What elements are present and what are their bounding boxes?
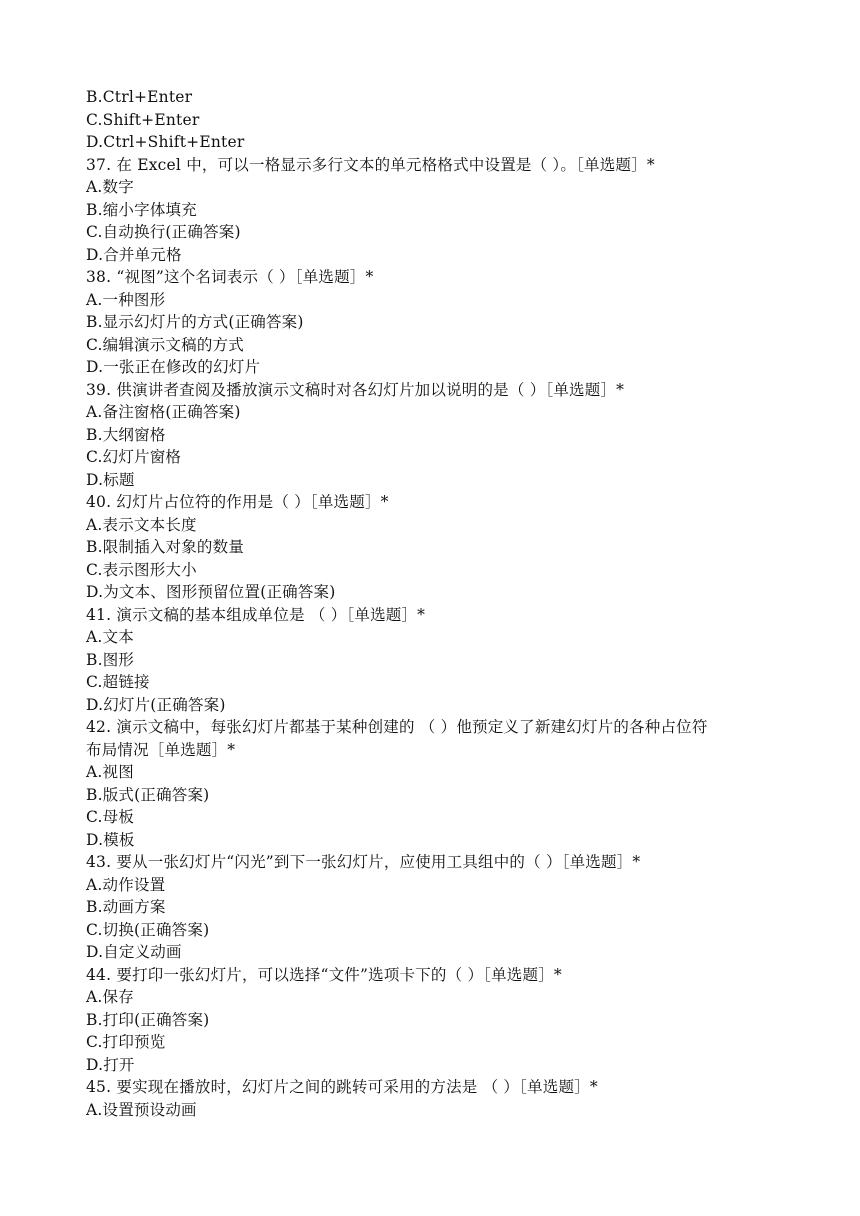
option-b-q36: B.Ctrl+Enter (86, 88, 193, 106)
option-b-q37: B.缩小字体填充 (86, 200, 197, 219)
question-39: 39. 供演讲者查阅及播放演示文稿时对各幻灯片加以说明的是（ ）［单选题］* (86, 380, 625, 399)
option-d-q43: D.自定义动画 (86, 943, 182, 961)
option-a-q40: A.表示文本长度 (86, 515, 197, 534)
option-d-q37: D.合并单元格 (86, 245, 182, 264)
option-d-q41: D.幻灯片(正确答案) (86, 695, 226, 714)
option-d-q39: D.标题 (86, 470, 135, 489)
option-a-q39: A.备注窗格(正确答案) (86, 403, 241, 421)
option-b-q41: B.图形 (86, 650, 135, 669)
document-page (86, 86, 786, 1121)
option-c-q44: C.打印预览 (86, 1033, 166, 1051)
question-42-continued: 布局情况［单选题］* (86, 740, 236, 759)
question-44: 44. 要打印一张幻灯片，可以选择“文件”选项卡下的（ ）［单选题］* (86, 965, 562, 984)
option-a-q37: A.数字 (86, 178, 134, 196)
option-a-q43: A.动作设置 (86, 875, 166, 894)
option-c-q37: C.自动换行(正确答案) (86, 223, 241, 241)
option-c-q41: C.超链接 (86, 673, 150, 691)
question-45: 45. 要实现在播放时，幻灯片之间的跳转可采用的方法是 （ ）［单选题］* (86, 1078, 598, 1096)
option-b-q38: B.显示幻灯片的方式(正确答案) (86, 313, 304, 331)
option-c-q40: C.表示图形大小 (86, 560, 197, 579)
option-b-q44: B.打印(正确答案) (86, 1010, 210, 1029)
question-38: 38. “视图”这个名词表示（ ）［单选题］* (86, 268, 374, 286)
option-a-q38: A.一种图形 (86, 290, 166, 309)
option-a-q42: A.视图 (86, 763, 134, 781)
option-a-q45: A.设置预设动画 (86, 1100, 197, 1119)
question-40: 40. 幻灯片占位符的作用是（ ）［单选题］* (86, 493, 389, 511)
option-d-q42: D.模板 (86, 830, 135, 849)
option-d-q36: D.Ctrl+Shift+Enter (86, 133, 245, 151)
option-a-q44: A.保存 (86, 988, 134, 1006)
option-c-q38: C.编辑演示文稿的方式 (86, 335, 244, 354)
question-37: 37. 在 Excel 中，可以一格显示多行文本的单元格格式中设置是（ ）。［单选题］* (86, 155, 655, 174)
option-b-q39: B.大纲窗格 (86, 425, 166, 444)
option-c-q42: C.母板 (86, 808, 135, 826)
option-d-q44: D.打开 (86, 1055, 135, 1074)
question-41: 41. 演示文稿的基本组成单位是 （ ）［单选题］* (86, 605, 426, 624)
question-42: 42. 演示文稿中，每张幻灯片都基于某种创建的 （ ）他预定义了新建幻灯片的各种占位符 (86, 718, 708, 736)
option-b-q42: B.版式(正确答案) (86, 785, 210, 804)
option-b-q43: B.动画方案 (86, 898, 166, 916)
option-c-q43: C.切换(正确答案) (86, 920, 210, 939)
question-43: 43. 要从一张幻灯片“闪光”到下一张幻灯片，应使用工具组中的（ ）［单选题］* (86, 853, 641, 871)
option-b-q40: B.限制插入对象的数量 (86, 538, 245, 556)
option-d-q40: D.为文本、图形预留位置(正确答案) (86, 583, 336, 601)
option-c-q39: C.幻灯片窗格 (86, 448, 182, 466)
option-c-q36: C.Shift+Enter (86, 110, 200, 129)
option-d-q38: D.一张正在修改的幻灯片 (86, 358, 261, 376)
option-a-q41: A.文本 (86, 628, 134, 646)
